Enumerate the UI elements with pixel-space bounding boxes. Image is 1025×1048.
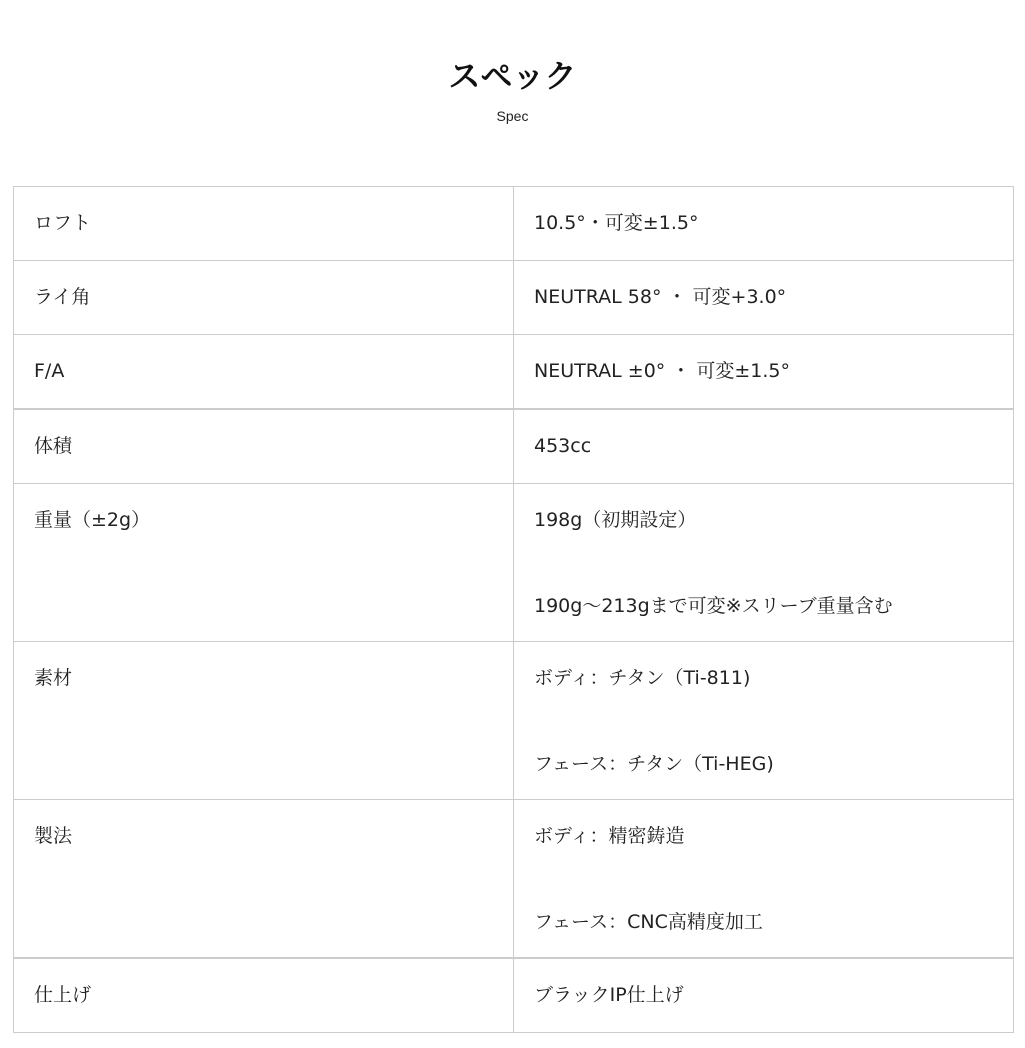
spec-value xyxy=(514,409,1014,484)
spec-row-volume xyxy=(14,409,1014,484)
page-title: スペック xyxy=(448,57,577,95)
spec-value-line: 10.5°・可変±1.5° xyxy=(534,212,699,234)
spec-row-finish xyxy=(14,958,1014,1033)
spec-value xyxy=(514,335,1014,410)
spec-label: 仕上げ xyxy=(14,958,514,1033)
spec-label: F/A xyxy=(14,335,514,410)
spec-value xyxy=(514,800,1014,959)
spec-value-line: NEUTRAL 58° ・ 可変+3.0° xyxy=(534,286,787,308)
spec-label: ロフト xyxy=(14,187,514,261)
spec-value-line: 453cc xyxy=(534,435,592,457)
spec-value xyxy=(514,187,1014,261)
spec-label: ライ角 xyxy=(14,261,514,335)
spec-value-line: 190g〜213gまで可変※スリーブ重量含む xyxy=(534,595,893,617)
spec-value xyxy=(514,484,1014,642)
section-heading xyxy=(0,56,1025,126)
spec-value-line: フェース：チタン（Ti-HEG) xyxy=(534,753,774,775)
spec-value-line: ブラックIP仕上げ xyxy=(534,984,684,1006)
spec-label: 素材 xyxy=(14,642,514,800)
spec-label: 重量（±2g） xyxy=(14,484,514,642)
page-subtitle: Spec xyxy=(496,108,529,124)
spec-table xyxy=(13,186,1014,1033)
spec-row-manufacturing xyxy=(14,800,1014,959)
spec-value-line: NEUTRAL ±0° ・ 可変±1.5° xyxy=(534,360,791,382)
spec-value-line: ボディ：精密鋳造 xyxy=(534,825,685,847)
spec-label: 製法 xyxy=(14,800,514,959)
spec-row-loft xyxy=(14,187,1014,261)
spec-value xyxy=(514,261,1014,335)
spec-value-line: 198g（初期設定） xyxy=(534,509,697,531)
spec-value-line: フェース：CNC高精度加工 xyxy=(534,911,763,933)
spec-row-weight xyxy=(14,484,1014,642)
spec-label: 体積 xyxy=(14,409,514,484)
spec-value-line: ボディ：チタン（Ti-811) xyxy=(534,667,751,689)
spec-row-material xyxy=(14,642,1014,800)
spec-row-lie-angle xyxy=(14,261,1014,335)
spec-value xyxy=(514,958,1014,1033)
spec-value xyxy=(514,642,1014,800)
spec-row-face-angle xyxy=(14,335,1014,410)
